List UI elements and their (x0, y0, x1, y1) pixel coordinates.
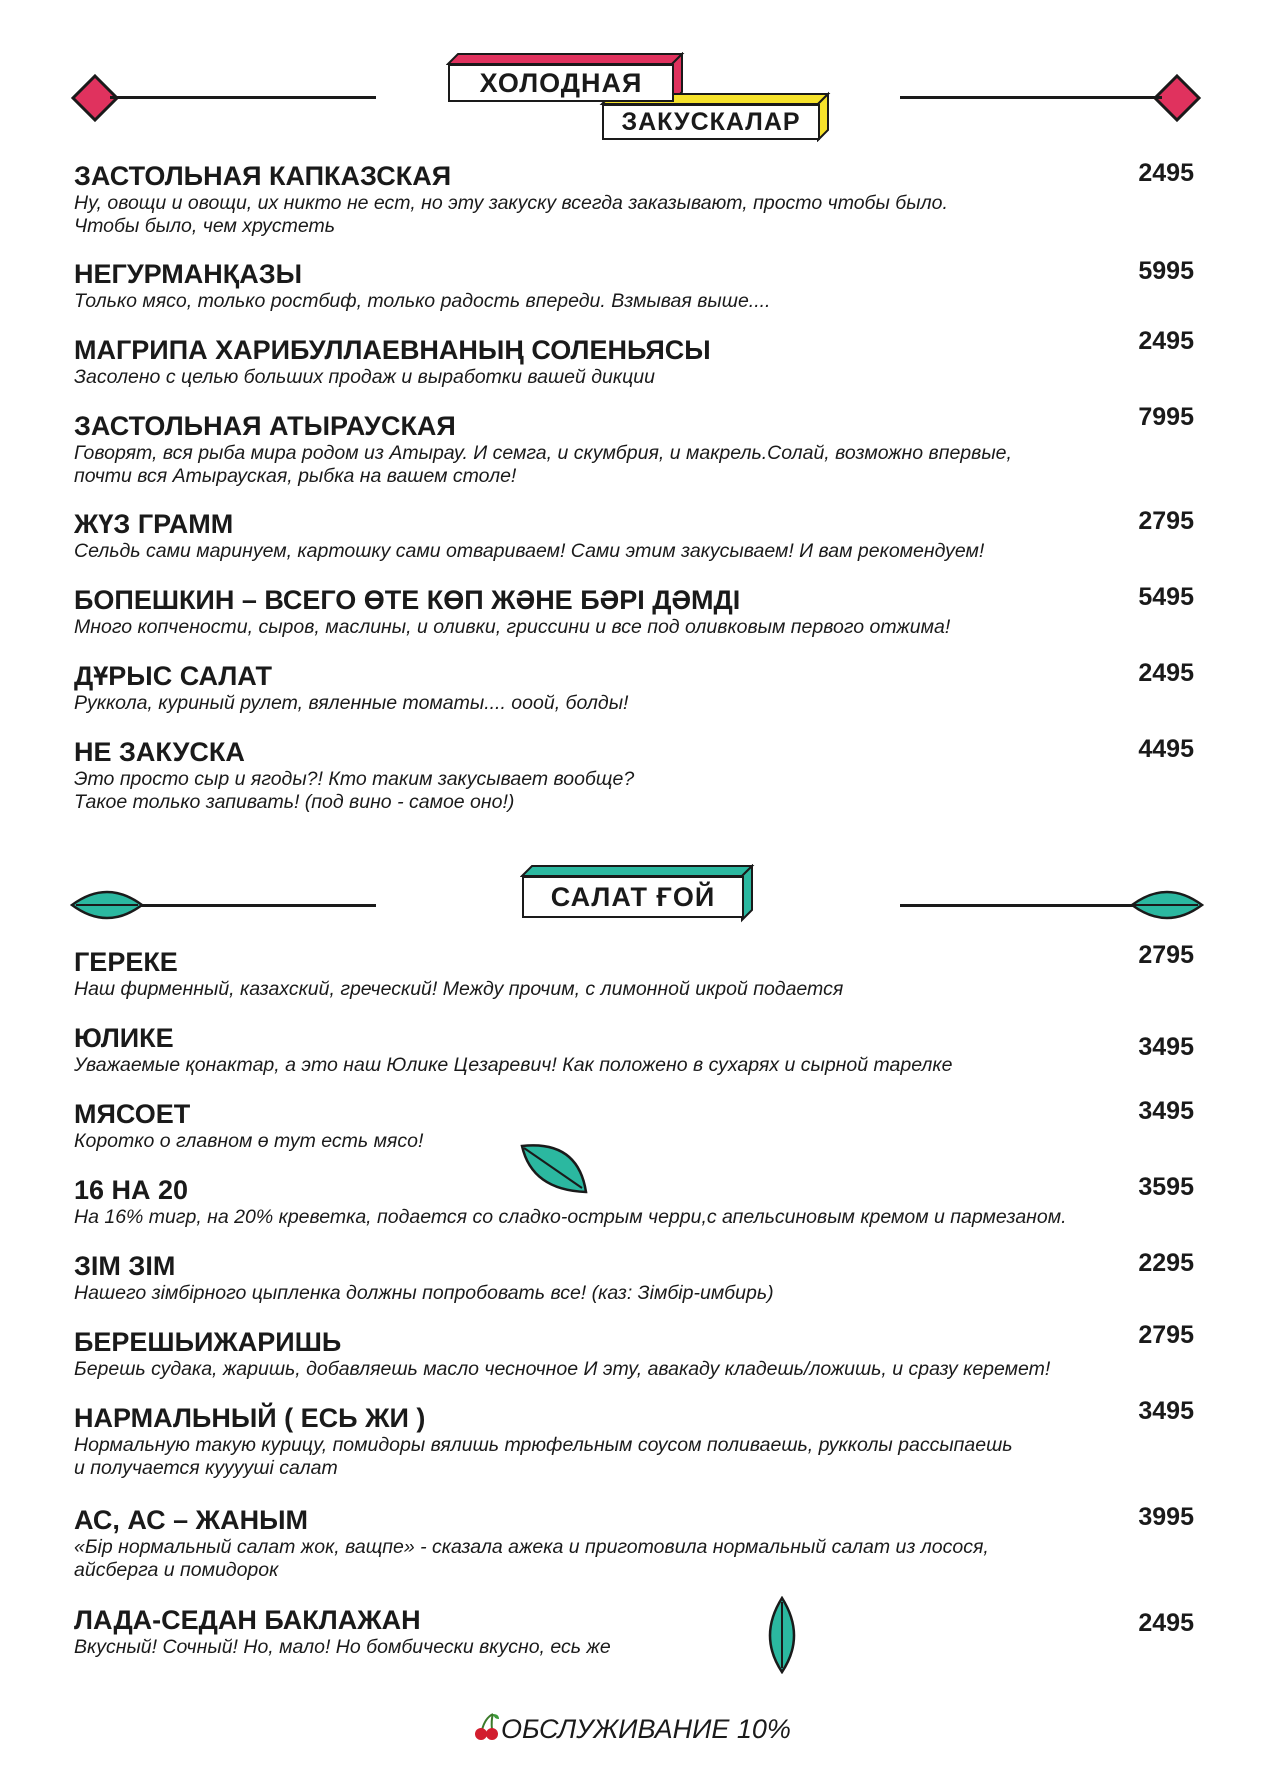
menu-item (74, 508, 1194, 563)
menu-item (74, 1250, 1194, 1305)
menu-item (74, 941, 1194, 1001)
menu-item-name: МЯСОЕТ (74, 1099, 191, 1129)
menu-item-name: НЕ ЗАКУСКА (74, 737, 245, 767)
menu-item-description: Много копчености, сыров, маслины, и оливки, гриссини и все под оливковым первого отжима! (74, 616, 951, 638)
menu-item (74, 1397, 1194, 1480)
menu-item-description-line2: Такое только запивать! (под вино - самое оно!) (74, 791, 515, 813)
menu-item-name: ЗАСТОЛЬНАЯ АТЫРАУСКАЯ (74, 411, 456, 441)
salad-divider-left (140, 904, 376, 907)
menu-item (74, 1321, 1194, 1381)
cherry-icon (473, 1712, 501, 1742)
menu-item-price: 3495 (1138, 1033, 1194, 1061)
menu-item-description-line2: и получается кууууші салат (74, 1457, 338, 1479)
menu-item-name: ЛАДА-СЕДАН БАКЛАЖАН (74, 1605, 421, 1635)
menu-item-name: НЕГУРМАНҚАЗЫ (74, 259, 303, 289)
menu-item-description: «Бір нормальный салат жок, ващпе» - сказала ажека и приготовила нормальный салат из лосося, (74, 1536, 989, 1558)
menu-item-price: 2795 (1138, 507, 1194, 535)
menu-item-price: 2795 (1138, 1321, 1194, 1349)
menu-item (74, 736, 1194, 814)
menu-item-description: Руккола, куриный рулет, вяленные томаты.... ооой, болды! (74, 692, 629, 714)
menu-item-name: БЕРЕШЬИЖАРИШЬ (74, 1327, 342, 1357)
menu-item-name: ЮЛИКЕ (74, 1023, 174, 1053)
menu-item (74, 584, 1194, 639)
section-title-cold: ХОЛОДНАЯ (448, 64, 674, 102)
menu-item-description: Коротко о главном ө тут есть мясо! (74, 1130, 424, 1152)
menu-item (74, 1504, 1194, 1582)
menu-item-description: Только мясо, только ростбиф, только радость впереди. Взмывая выше.... (74, 290, 771, 312)
menu-item-description: Ну, овощи и овощи, их никто не ест, но эту закуску всегда заказывают, просто чтобы было. (74, 192, 948, 214)
section-title-salads: САЛАТ ҒОЙ (522, 876, 744, 918)
menu-item-price: 3495 (1138, 1397, 1194, 1425)
menu-item-price: 2795 (1138, 941, 1194, 969)
menu-item (74, 1604, 1194, 1659)
menu-item-description: Говорят, вся рыба мира родом из Атырау. И семга, и скумбрия, и макрель.Солай, возможно впервые, (74, 442, 1012, 464)
menu-item-name: ЗАСТОЛЬНАЯ КАПКАЗСКАЯ (74, 161, 452, 191)
menu-item-price: 3495 (1138, 1097, 1194, 1125)
menu-item-price: 2495 (1138, 327, 1194, 355)
header-divider-left (110, 96, 376, 99)
menu-item-name: ЖҮЗ ГРАММ (74, 509, 234, 539)
menu-item-price: 5495 (1138, 583, 1194, 611)
menu-item-description: На 16% тигр, на 20% креветка, подается со сладко-острым черри,с апельсиновым кремом и пармезаном. (74, 1206, 1067, 1228)
menu-item-description: Засолено с целью больших продаж и выработки вашей дикции (74, 366, 655, 388)
salad-divider-right (900, 904, 1136, 907)
menu-item-name: ЗІМ ЗІМ (74, 1251, 176, 1281)
menu-item-price: 7995 (1138, 403, 1194, 431)
menu-item-description: Это просто сыр и ягоды?! Кто таким закусывает вообще? (74, 768, 635, 790)
menu-item-description-line2: почти вся Атырауская, рыбка на вашем столе! (74, 465, 517, 487)
menu-item-description: Уважаемые қонактар, а это наш Юлике Цезаревич! Как положено в сухарях и сырной тарелке (74, 1054, 953, 1076)
menu-item-description: Нормальную такую курицу, помидоры вялишь трюфельным соусом поливаешь, рукколы рассыпаешь (74, 1434, 1013, 1456)
menu-item-description: Вкусный! Сочный! Но, мало! Но бомбически вкусно, есь же (74, 1636, 611, 1658)
menu-item (74, 1022, 1194, 1077)
menu-item-price: 2495 (1138, 659, 1194, 687)
menu-item-name: НАРМАЛЬНЫЙ ( ЕСЬ ЖИ ) (74, 1403, 426, 1433)
menu-item-name: БОПЕШКИН – ВСЕГО ӨТЕ КӨП ЖӘНЕ БӘРІ ДӘМДІ (74, 585, 741, 615)
footer-text: ОБСЛУЖИВАНИЕ 10% (501, 1714, 791, 1744)
leaf-right-icon (1130, 885, 1204, 925)
menu-item-price: 3595 (1138, 1173, 1194, 1201)
menu-item-description: Сельдь сами маринуем, картошку сами отвариваем! Сами этим закусываем! И вам рекомендуем! (74, 540, 985, 562)
menu-item-price: 2495 (1138, 1609, 1194, 1637)
menu-item-description: Нашего зімбірного цыпленка должны попробовать все! (каз: Зімбір-имбирь) (74, 1282, 774, 1304)
service-charge-footer (0, 1712, 1264, 1745)
section-title-snacks: ЗАКУСКАЛАР (602, 104, 820, 140)
menu-item-price: 3995 (1138, 1503, 1194, 1531)
menu-item (74, 160, 1194, 238)
menu-item (74, 403, 1194, 488)
menu-item-description: Берешь судака, жаришь, добавляешь масло чесночное И эту, авакаду кладешь/ложишь, и сразу керемет! (74, 1358, 1051, 1380)
menu-item-price: 4495 (1138, 735, 1194, 763)
menu-item (74, 1098, 1194, 1153)
menu-item (74, 258, 1194, 313)
menu-item-description: Наш фирменный, казахский, греческий! Между прочим, с лимонной икрой подается (74, 978, 844, 1000)
header-divider-right (900, 96, 1162, 99)
menu-item-price: 5995 (1138, 257, 1194, 285)
menu-item-name: МАГРИПА ХАРИБУЛЛАЕВНАНЫҢ СОЛЕНЬЯСЫ (74, 335, 711, 365)
menu-item-price: 2295 (1138, 1249, 1194, 1277)
menu-item-name: 16 НА 20 (74, 1175, 189, 1205)
menu-item (74, 327, 1194, 389)
menu-item-name: ГЕРЕКЕ (74, 947, 178, 977)
leaf-left-icon (70, 885, 144, 925)
menu-item-price: 2495 (1138, 159, 1194, 187)
menu-item (74, 1174, 1194, 1229)
menu-item-description-line2: айсберга и помидорок (74, 1559, 279, 1581)
menu-item-name: АС, АС – ЖАНЫМ (74, 1505, 308, 1535)
menu-item-description-line2: Чтобы было, чем хрустеть (74, 215, 336, 237)
menu-item (74, 660, 1194, 715)
menu-item-name: ДҰРЫС САЛАТ (74, 661, 272, 691)
